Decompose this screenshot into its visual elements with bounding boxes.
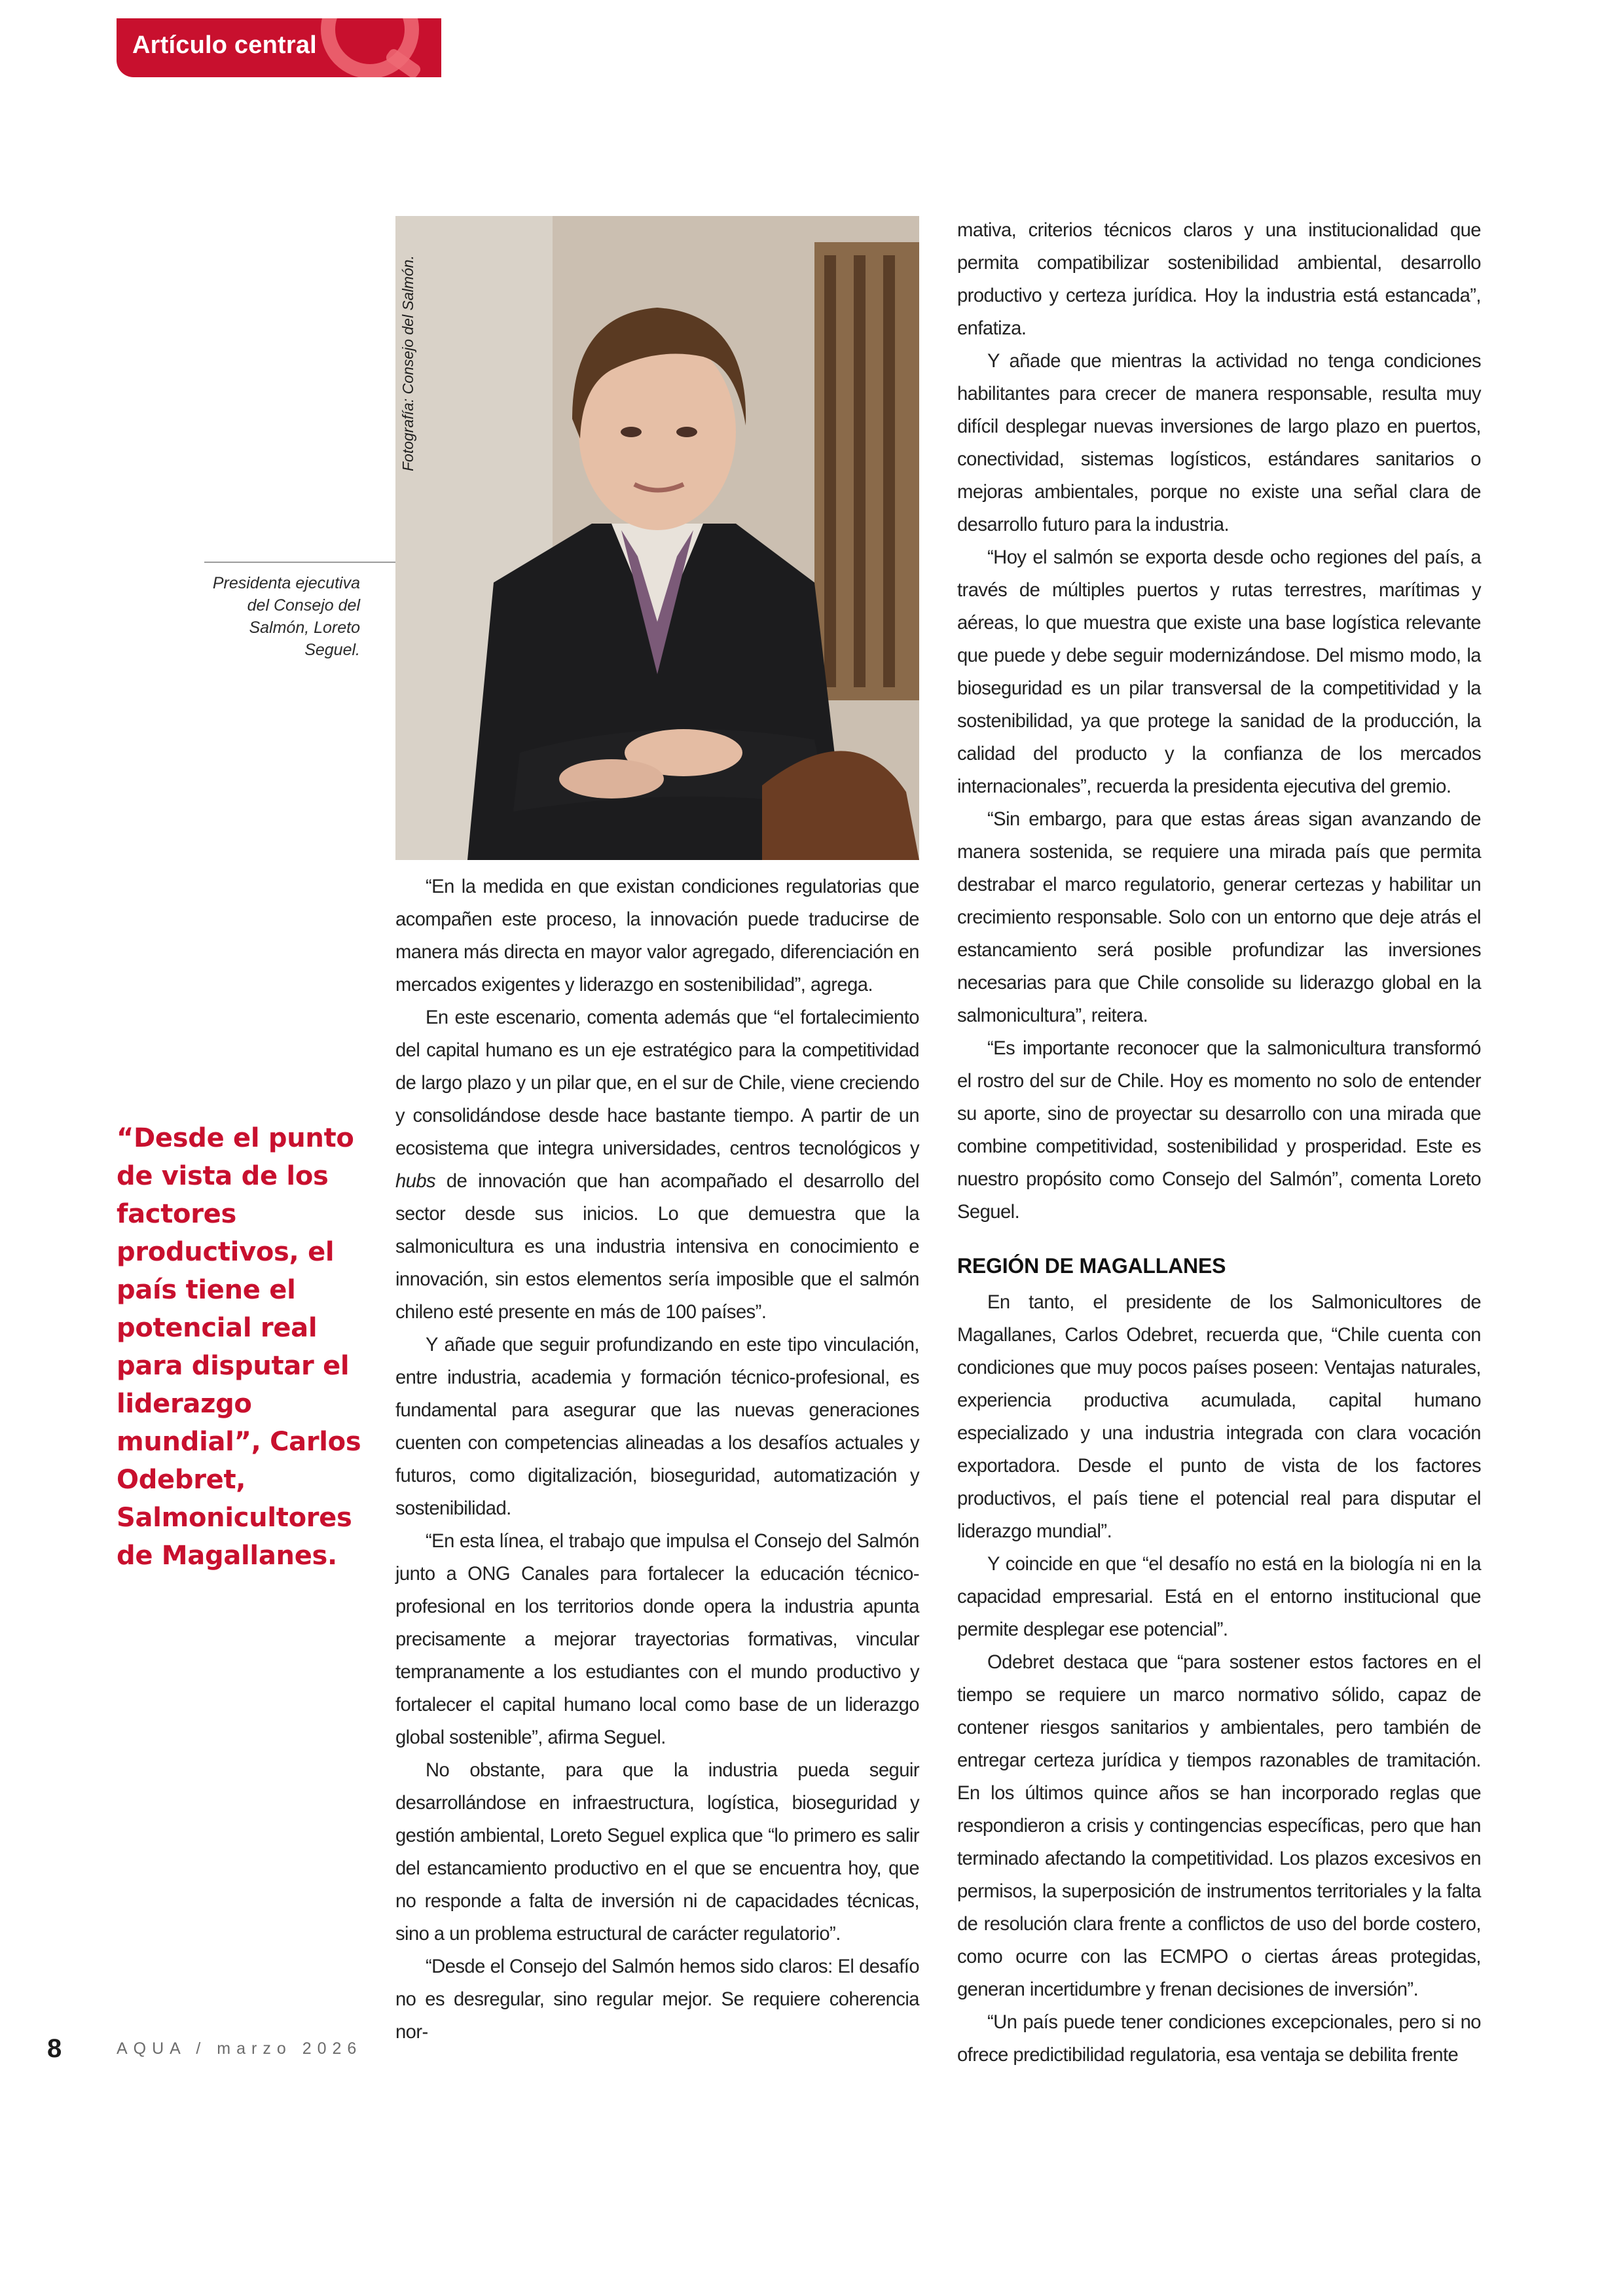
paragraph: Y añade que seguir profundizando en este tipo vinculación, entre industria, academia y formación técnico-profesional, es fundamental para asegurar que las nuevas generaciones cuenten con competencias alineadas a los desafíos actuales y futuros, como digitalización, bioseguridad, automatización y sostenibilidad.: [395, 1335, 919, 1519]
caption-divider: [204, 562, 395, 563]
magazine-issue: AQUA / marzo 2026: [117, 2039, 363, 2058]
article-column-right: [957, 214, 1481, 2072]
italic-term: hubs: [395, 1171, 436, 1192]
photo-caption: Presidenta ejecutiva del Consejo del Salmón, Loreto Seguel.: [212, 574, 360, 659]
photo-credit: Fotografía: Consejo del Salmón.: [399, 255, 416, 471]
paragraph: Odebret destaca que “para sostener estos factores en el tiempo se requiere un marco normativo sólido, capaz de contener riesgos sanitarios y ambientales, pero también de entregar certeza jurídica y tiempos razonables de tramitación. En los últimos quince años se han incorporado reglas que respondieron a crisis y contingencias específicas, pero que han terminado afectando la competitividad. Los plazos excesivos en permisos, la superposición de instrumentos territoriales y la falta de resolución clara frente a conflictos de uso del borde costero, como ocurre con las ECMPO o ciertas áreas protegidas, generan incertidumbre y frenan decisiones de inversión”.: [957, 1652, 1481, 2000]
paragraph: “En la medida en que existan condiciones regulatorias que acompañen este proceso, la innovación puede traducirse de manera más directa en mayor valor agregado, diferenciación en mercados exigentes y liderazgo en sostenibilidad”, agrega.: [395, 876, 919, 996]
paragraph: En este escenario, comenta además que “el fortalecimiento del capital humano es un eje estratégico para la competitividad de largo plazo y un pilar que, en el sur de Chile, viene creciendo y consolidándose desde hace bastante tiempo. A partir de un ecosistema que integra universidades, centros tecnológicos y hubs de innovación que han acompañado el desarrollo del sector desde sus inicios. Lo que demuestra que la salmonicultura es una industria intensiva en conocimiento e innovación, sin estos elementos sería imposible que el salmón chileno esté presente en más de 100 países”.: [395, 1007, 919, 1323]
paragraph: Y añade que mientras la actividad no tenga condiciones habilitantes para crecer de manera responsable, resulta muy difícil desplegar nuevas inversiones de largo plazo en puertos, conectividad, sistemas logísticos, estándares sanitarios o mejoras ambientales, porque no existe una señal clara de desarrollo futuro para la industria.: [957, 351, 1481, 535]
portrait-photo: [395, 216, 919, 860]
section-label: Artículo central: [132, 31, 317, 59]
paragraph: “Hoy el salmón se exporta desde ocho regiones del país, a través de múltiples puertos y rutas terrestres, marítimas y aéreas, lo que muestra que existe una base logística relevante que puede y debe seguir modernizándose. Del mismo modo, la bioseguridad es un pilar transversal de la competitividad y la sostenibilidad, ya que protege la sanidad de la producción, la calidad del producto y la confianza de los mercados internacionales”, recuerda la presidenta ejecutiva del gremio.: [957, 547, 1481, 797]
paragraph: “Sin embargo, para que estas áreas sigan avanzando de manera sostenida, se requiere una mirada país que permita destrabar el marco regulatorio, generar certezas y habilitar un crecimiento responsable. Solo con un entorno que deje atrás el estancamiento será posible profundizar las inversiones necesarias para que Chile consolide su liderazgo global en la salmonicultura”, reitera.: [957, 809, 1481, 1026]
pull-quote: “Desde el punto de vista de los factores productivos, el país tiene el potencial real para disputar el liderazgo mundial”, Carlos Odebret, Salmonicultores de Magallanes.: [117, 1123, 361, 1571]
subheading: REGIÓN DE MAGALLANES: [957, 1254, 1226, 1278]
paragraph: mativa, criterios técnicos claros y una institucionalidad que permita compatibilizar sostenibilidad ambiental, desarrollo productivo y certeza jurídica. Hoy la industria está estancada”, enfatiza.: [957, 220, 1481, 339]
portrait-illustration: [395, 216, 919, 860]
paragraph: En tanto, el presidente de los Salmonicultores de Magallanes, Carlos Odebret, recuerda que, “Chile cuenta con condiciones que muy pocos países poseen: Ventajas naturales, experiencia productiva acumulada, capital humano especializado y una industria integrada con clara vocación exportadora. Desde el punto de vista de los factores productivos, el país tiene el potencial real para disputar el liderazgo mundial”.: [957, 1292, 1481, 1542]
paragraph: “Un país puede tener condiciones excepcionales, pero si no ofrece predictibilidad regulatoria, esa ventaja se debilita frente: [957, 2012, 1481, 2066]
paragraph: “Es importante reconocer que la salmonicultura transformó el rostro del sur de Chile. Hoy es momento no solo de entender su aporte, sino de proyectar su desarrollo con una mirada que combine competitividad, sostenibilidad y prosperidad. Este es nuestro propósito como Consejo del Salmón”, comenta Loreto Seguel.: [957, 1038, 1481, 1223]
paragraph: No obstante, para que la industria pueda seguir desarrollándose en infraestructura, logística, bioseguridad y gestión ambiental, Loreto Seguel explica que “lo primero es salir del estancamiento productivo en el que se encuentra hoy, que no responde a falta de inversión ni de capacidades técnicas, sino a un problema estructural de carácter regulatorio”.: [395, 1760, 919, 1945]
paragraph: “En esta línea, el trabajo que impulsa el Consejo del Salmón junto a ONG Canales para fortalecer la educación técnico-profesional en los territorios donde opera la industria apunta precisamente a mejorar trayectorias formativas, vincular tempranamente a los estudiantes con el mundo productivo y fortalecer el capital humano local como base de un liderazgo global sostenible”, afirma Seguel.: [395, 1531, 919, 1748]
paragraph: Y coincide en que “el desafío no está en la biología ni en la capacidad empresarial. Está en el entorno institucional que permite desplegar ese potencial”.: [957, 1554, 1481, 1640]
paragraph: “Desde el Consejo del Salmón hemos sido claros: El desafío no es desregular, sino regular mejor. Se requiere coherencia nor-: [395, 1956, 919, 2043]
article-column-middle: [395, 870, 919, 2049]
section-header-tab: [117, 18, 441, 77]
page-number: 8: [47, 2034, 62, 2063]
